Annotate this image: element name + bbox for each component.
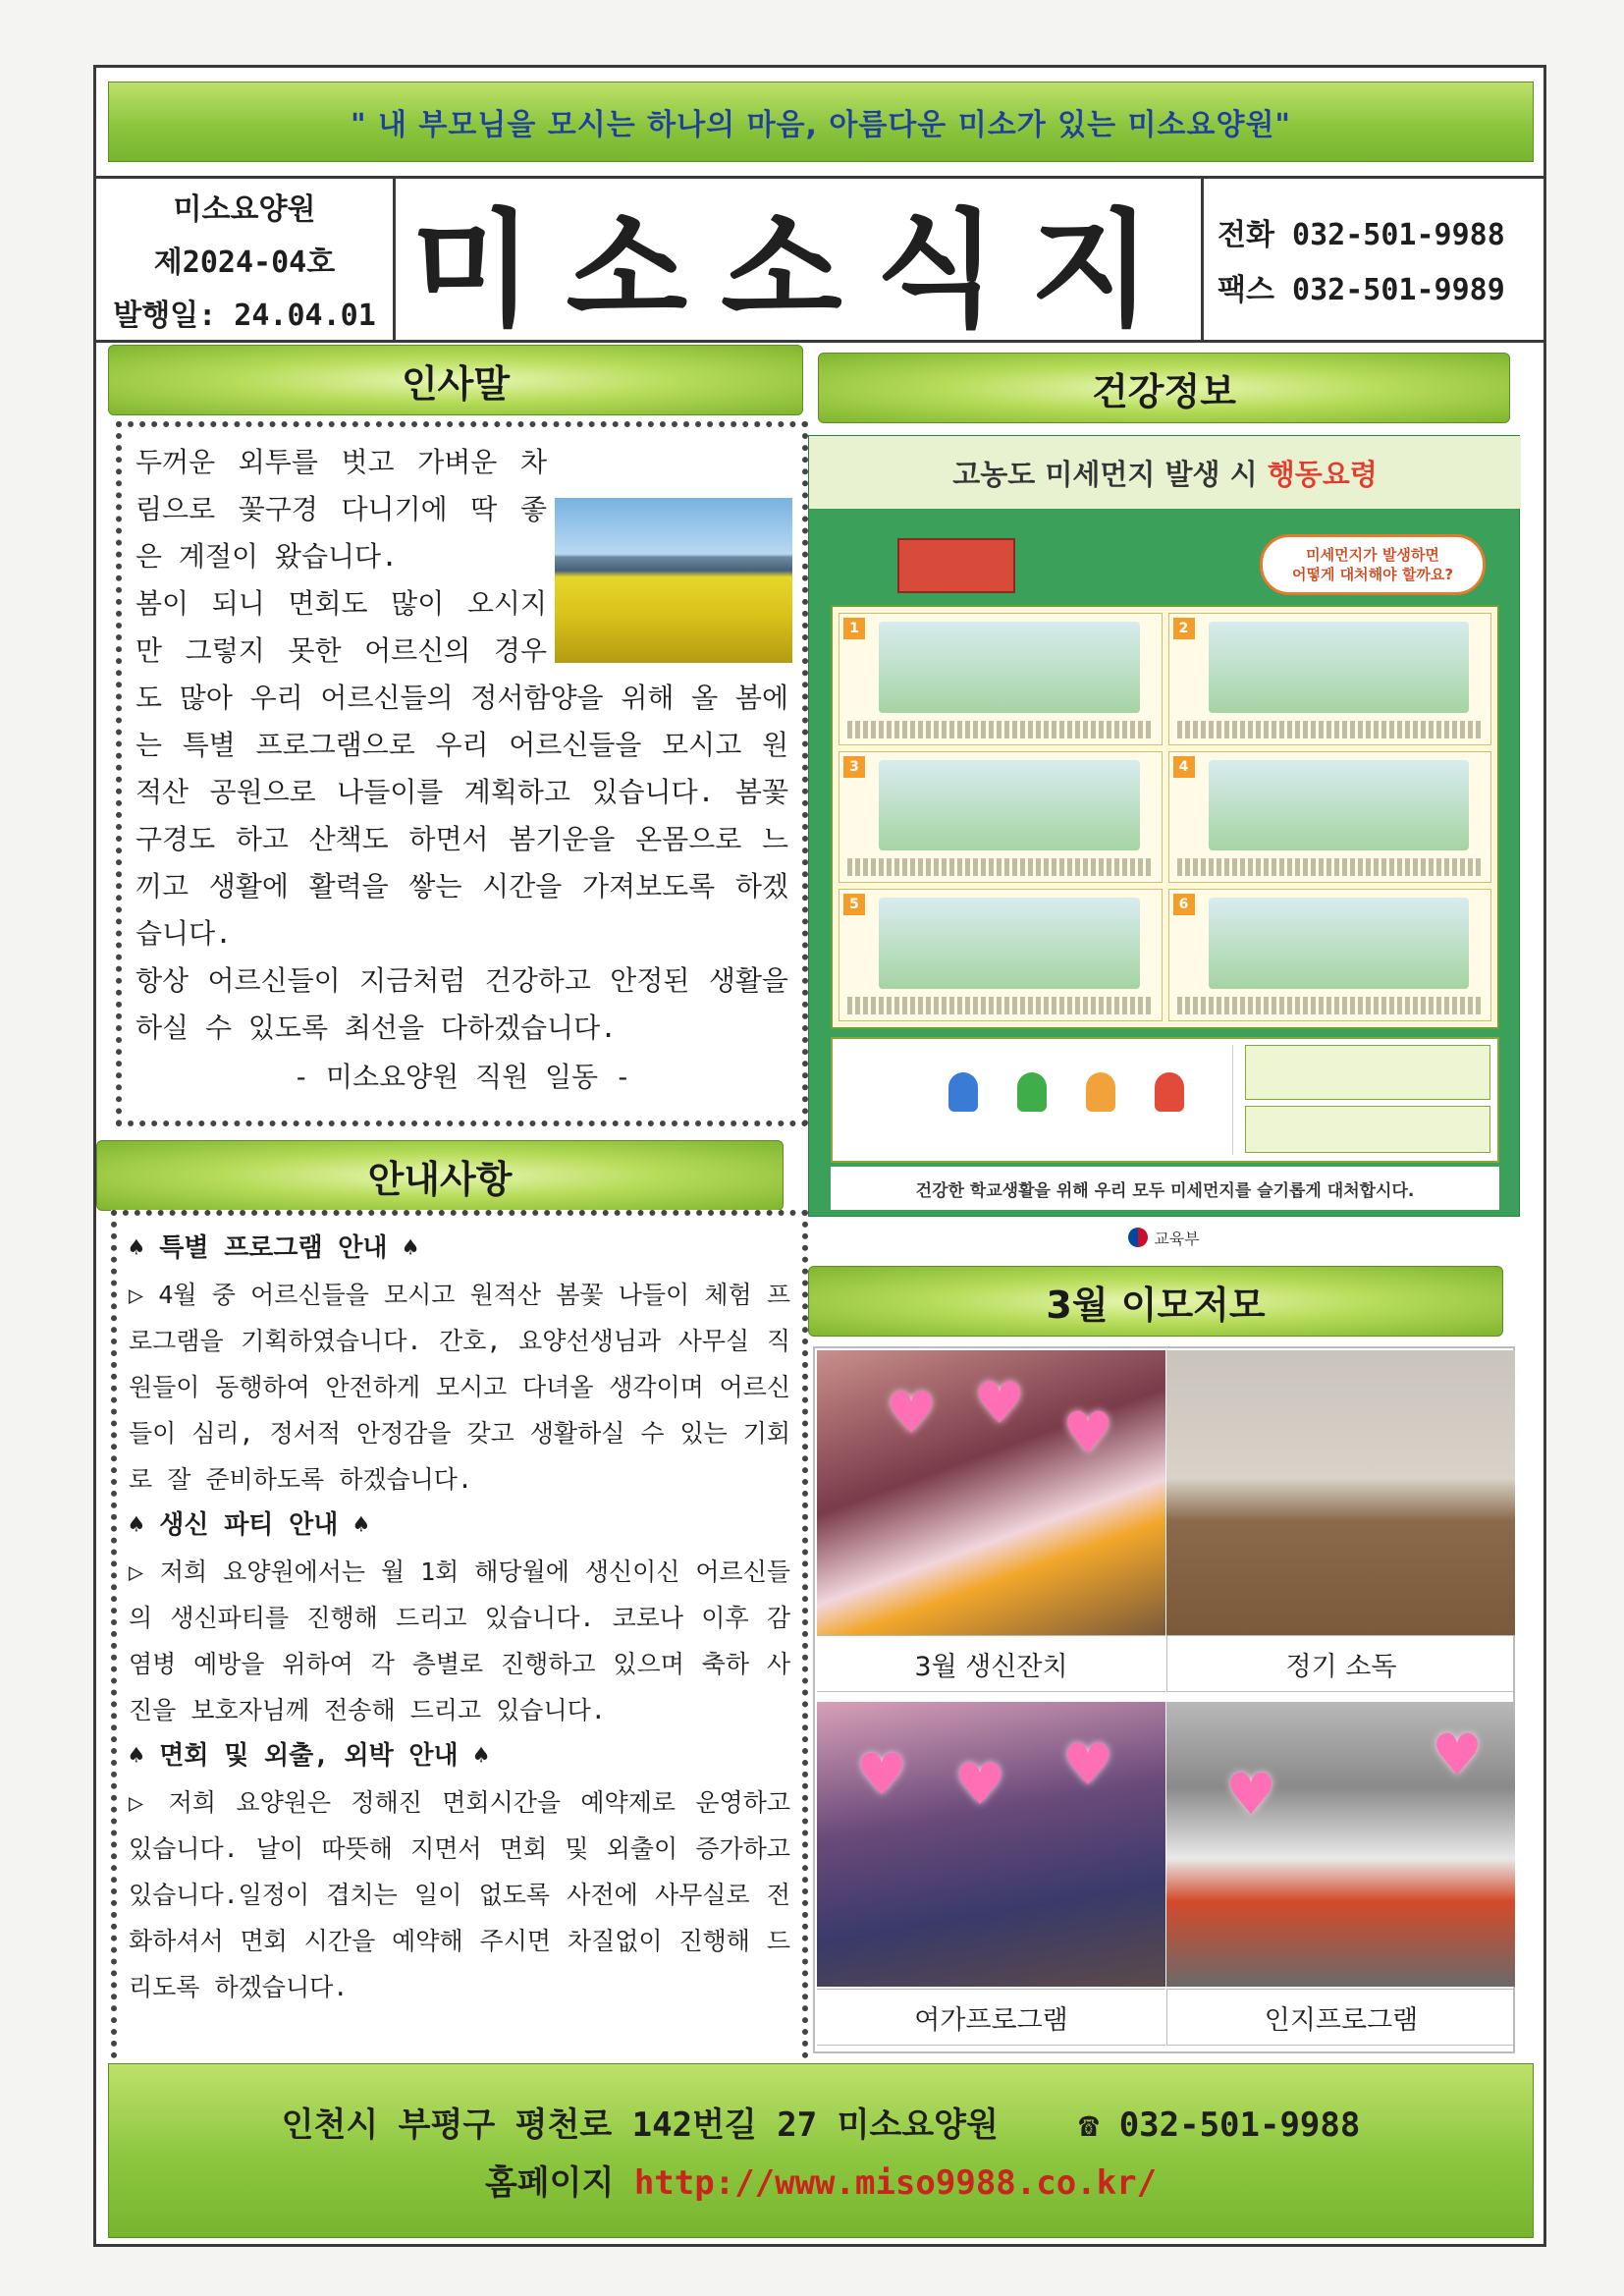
action-step <box>1168 613 1492 745</box>
notice-item-2-body: ▷ 저희 요양원에서는 월 1회 해당월에 생신이신 어르신들의 생신파티를 진행해 드리고 있습니다. 코로나 이후 감염병 예방을 위하여 각 층별로 진행하고 있으며 축하 사진을 보호자님께 전송해 드리고 있습니다. <box>129 1558 790 1724</box>
step-caption-lines <box>1177 721 1484 738</box>
footer-address: 인천시 부평구 평천로 142번길 27 미소요양원 <box>281 2105 999 2145</box>
notice-item-3-body: ▷ 저희 요양원은 정해진 면회시간을 예약제로 운영하고 있습니다. 날이 따뜻해 지면서 면회 및 외출이 증가하고 있습니다.일정이 겹치는 일이 없도록 사전에 사무실로 전화하셔서 면회 시간을 예약해 주시면 차질없이 진행해 드리도록 하겠습니다. <box>129 1788 790 2001</box>
heart-icon: ♥ <box>886 1380 937 1447</box>
homepage-link[interactable]: http://www.miso9988.co.kr/ <box>633 2163 1158 2203</box>
step-number: 2 <box>1173 618 1195 639</box>
info-box-1 <box>1245 1045 1490 1100</box>
dust-good-icon <box>948 1072 978 1112</box>
disinfection-photo <box>1166 1350 1515 1635</box>
caption-leisure-program: 여가프로그램 <box>817 1989 1165 2046</box>
notice-box <box>111 1210 808 2141</box>
footer-contact-line <box>282 2098 1361 2146</box>
poster-title-warning: 행동요령 <box>1267 457 1378 491</box>
action-step <box>839 889 1163 1021</box>
slogan-text: " 내 부모님을 모시는 하나의 마음, 아름다운 미소가 있는 미소요양원" <box>350 108 1292 142</box>
bubble-line-2: 어떻게 대처해야 할까요? <box>1291 566 1454 583</box>
newsletter-page <box>93 65 1546 2247</box>
step-caption-lines <box>847 858 1154 876</box>
dust-info-panel <box>1245 1045 1490 1155</box>
action-step <box>839 613 1163 745</box>
birthday-party-photo <box>817 1350 1165 1635</box>
heart-icon: ♥ <box>1225 1761 1276 1828</box>
poster-footer: 건강한 학교생활을 위해 우리 모두 미세먼지를 슬기롭게 대처합시다. <box>831 1167 1499 1210</box>
caption-cognitive-program: 인지프로그램 <box>1166 1989 1515 2046</box>
greeting-box <box>116 421 808 1126</box>
dust-level-table <box>831 1037 1499 1163</box>
leisure-program-photo <box>817 1702 1165 1987</box>
action-step <box>1168 751 1492 884</box>
step-number: 6 <box>1173 894 1195 915</box>
greeting-signature: - 미소요양원 직원 일동 - <box>293 1061 631 1093</box>
canola-field-photo <box>555 498 792 663</box>
step-number: 4 <box>1173 756 1195 778</box>
greeting-heading: 인사말 <box>108 345 803 415</box>
question-bubble <box>1260 534 1486 595</box>
ministry-credit <box>808 1220 1520 1255</box>
heart-icon: ♥ <box>856 1741 907 1808</box>
step-caption-lines <box>847 721 1154 738</box>
cognitive-program-photo <box>1166 1702 1515 1987</box>
issue-info <box>96 179 396 340</box>
footer-phone: ☎ 032-501-9988 <box>1078 2105 1361 2145</box>
newsletter-title: 미소소식지 <box>410 196 1186 344</box>
step-illustration <box>1209 898 1470 989</box>
health-heading: 건강정보 <box>818 353 1510 423</box>
step-illustration <box>1209 760 1470 851</box>
heart-icon: ♥ <box>1062 1399 1113 1466</box>
school-building-illustration <box>897 538 1015 593</box>
notice-item-1-body: ▷ 4월 중 어르신들을 모시고 원적산 봄꽃 나들이 체험 프로그램을 기획하였습니다. 간호, 요양선생님과 사무실 직원들이 동행하여 안전하게 모시고 다녀올 생각이며 어르신들이 심리, 정서적 안정감을 갖고 생활하실 수 있는 기회로 잘 준비하도록 하겠습니다. <box>129 1281 790 1494</box>
dust-normal-icon <box>1017 1072 1047 1112</box>
phone-number: 전화 032-501-9988 <box>1218 218 1505 252</box>
heart-icon: ♥ <box>974 1370 1025 1437</box>
poster-title-text: 고농도 미세먼지 발생 시 <box>952 457 1258 491</box>
step-caption-lines <box>847 997 1154 1014</box>
masthead <box>96 176 1543 343</box>
action-steps-grid <box>831 605 1499 1029</box>
notice-item-3-title: ♠ 면회 및 외출, 외박 안내 ♠ <box>129 1741 489 1771</box>
step-caption-lines <box>1177 997 1484 1014</box>
poster-title <box>809 436 1521 509</box>
step-illustration <box>879 898 1140 989</box>
gallery-heading: 3월 이모저모 <box>808 1266 1503 1337</box>
step-illustration <box>1209 622 1470 713</box>
notice-item-2-title: ♠ 생신 파티 안내 ♠ <box>129 1510 369 1540</box>
notice-heading: 안내사항 <box>96 1140 784 1211</box>
greeting-paragraph-2: 봄이 되니 면회도 많이 오시지만 그렇지 못한 어르신의 경우도 많아 우리 어르신들의 정서함양을 위해 올 봄에는 특별 프로그램으로 우리 어르신들을 모시고 원적산 공원으로 나들이를 계획하고 있습니다. 봄꽃 구경도 하고 산책도 하면서 봄기운을 온몸으로 느끼고 생활에 활력을 쌓는 시간을 가져보도록 하겠습니다. <box>135 587 788 950</box>
notice-item-1-title: ♠ 특별 프로그램 안내 ♠ <box>129 1233 418 1263</box>
ministry-name: 교육부 <box>1154 1229 1200 1248</box>
greeting-paragraph-3: 항상 어르신들이 지금처럼 건강하고 안정된 생활을 하실 수 있도록 최선을 다하겠습니다. <box>135 964 788 1044</box>
issue-number: 제2024-04호 <box>153 246 336 280</box>
caption-disinfection: 정기 소독 <box>1166 1635 1515 1692</box>
action-step <box>839 751 1163 884</box>
action-step <box>1168 889 1492 1021</box>
footer-banner <box>108 2063 1534 2238</box>
heart-icon: ♥ <box>954 1751 1005 1818</box>
greeting-paragraph-1: 두꺼운 외투를 벗고 가벼운 차림으로 꽃구경 다니기에 딱 좋은 계절이 왔습니다. <box>135 446 547 573</box>
caption-birthday-party: 3월 생신잔치 <box>817 1635 1165 1692</box>
step-number: 3 <box>843 756 865 778</box>
issue-date: 발행일: 24.04.01 <box>113 299 376 333</box>
dust-level-chart <box>840 1045 1233 1155</box>
step-number: 5 <box>843 894 865 915</box>
bubble-line-1: 미세먼지가 발생하면 <box>1306 546 1439 564</box>
heart-icon: ♥ <box>1432 1722 1483 1788</box>
dust-bad-icon <box>1086 1072 1115 1112</box>
info-box-2 <box>1245 1106 1490 1153</box>
dust-very-bad-icon <box>1155 1072 1184 1112</box>
step-number: 1 <box>843 618 865 639</box>
step-caption-lines <box>1177 858 1484 876</box>
step-illustration <box>879 760 1140 851</box>
org-name: 미소요양원 <box>173 192 316 227</box>
photo-gallery <box>813 1346 1515 2053</box>
contact-info <box>1201 179 1543 340</box>
slogan-banner <box>108 82 1534 162</box>
footer-homepage-line <box>485 2156 1157 2204</box>
fine-dust-poster <box>808 435 1520 1217</box>
heart-icon: ♥ <box>1062 1731 1113 1798</box>
taegeuk-icon <box>1128 1228 1148 1247</box>
homepage-label: 홈페이지 <box>484 2163 615 2203</box>
fax-number: 팩스 032-501-9989 <box>1218 273 1505 307</box>
step-illustration <box>879 622 1140 713</box>
